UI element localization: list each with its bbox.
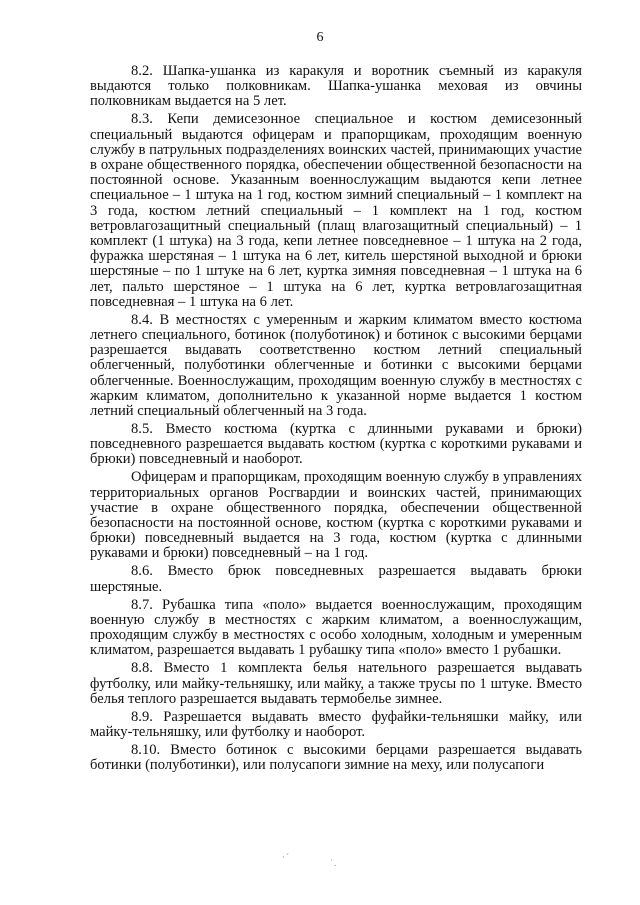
paragraph-8-3: 8.3. Кепи демисезонное специальное и костюм демисезонный специальный выдаются офицерам и прапорщикам, проходящим военную службу в патрульных подразделениях воинских частей, принимающих участие в охране общественного порядка, обеспечении общественной безопасности на постоянной основе. Указанным военнослужащим выдаются кепи летнее специальное – 1 штука на 1 год, костюм зимний специальный – 1 комплект на 3 года, костюм летний специальный – 1 комплект на 1 год, костюм ветровлагозащитный специальный (плащ влагозащитный специальный) – 1 комплект (1 штука) на 3 года, кепи летнее повседневное – 1 штука на 2 года, фуражка шерстяная – 1 штука на 6 лет, китель шерстяной выходной и брюки шерстяные – по 1 штуке на 6 лет, куртка зимняя повседневная – 1 штука на 6 лет, пальто шерстяное – 1 штука на 6 лет, куртка ветровлагозащитная повседневная – 1 штука на 6 лет. [90, 111, 582, 310]
paragraph-8-8: 8.8. Вместо 1 комплекта белья нательного разрешается выдавать футболку, или майку-тельняшку, или майку, а также трусы по 1 штуке. Вместо белья теплого разрешается выдавать термобелье зимнее. [90, 660, 582, 707]
paragraph-8-2: 8.2. Шапка-ушанка из каракуля и воротник съемный из каракуля выдаются только полковникам. Шапка-ушанка меховая из овчины полковникам выдается на 5 лет. [90, 63, 582, 110]
scan-speck: ·´ [282, 852, 290, 862]
paragraph-8-7: 8.7. Рубашка типа «поло» выдается военнослужащим, проходящим военную службу в местностях с жарким климатом, а военнослужащим, проходящим службу в местностях с особо холодным, холодным и умеренным климатом, разрешается выдавать 1 рубашку типа «поло» вместо 1 рубашки. [90, 596, 582, 659]
paragraph-8-9: 8.9. Разрешается выдавать вместо фуфайки-тельняшки майку, или майку-тельняшку, или футболку и наоборот. [90, 708, 582, 740]
paragraph-8-10: 8.10. Вместо ботинок с высокими берцами разрешается выдавать ботинки (полуботинки), или полусапоги зимние на меху, или полусапоги [90, 741, 582, 774]
paragraph-8-5: 8.5. Вместо костюма (куртка с длинными рукавами и брюки) повседневного разрешается выдавать костюм (куртка с короткими рукавами и брюки) повседневный и наоборот. [90, 421, 582, 468]
paragraph-8-6: 8.6. Вместо брюк повседневных разрешается выдавать брюки шерстяные. [90, 563, 582, 595]
document-body [90, 64, 582, 776]
paragraph-8-4: 8.4. В местностях с умеренным и жарким климатом вместо костюма летнего специального, ботинок (полуботинок) и ботинок с высокими берцами разрешается выдавать соответственно костюм летний специальный облегченный, полуботинки облегченные и ботинки с высокими берцами облегченные. Военнослужащим, проходящим военную службу в местностях с жарким климатом, дополнительно к указанной норме выдается 1 костюм летний специальный облегченный на 3 года. [90, 311, 582, 420]
paragraph-8-5-continued: Офицерам и прапорщикам, проходящим военную службу в управлениях территориальных органов Росгвардии и воинских частей, принимающих участие в охране общественного порядка, обеспечении общественной безопасности на постоянной основе, костюм (куртка с короткими рукавами и брюки) повседневный выдается на 3 года, костюм (куртка с длинными рукавами и брюки) повседневный – на 1 год. [90, 469, 582, 562]
scan-speck: ˙. [330, 858, 338, 868]
page-number: 6 [316, 30, 324, 45]
